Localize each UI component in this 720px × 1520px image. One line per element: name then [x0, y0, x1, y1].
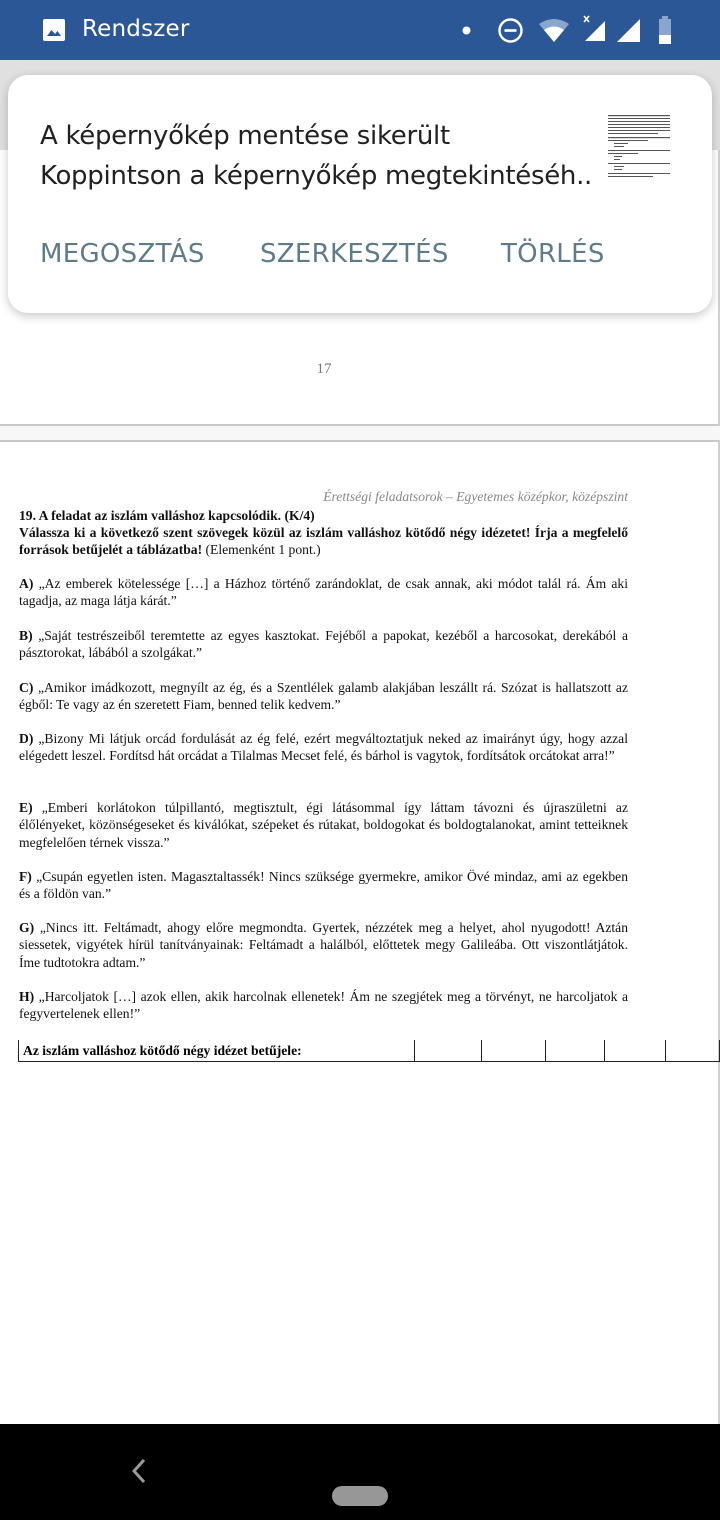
quote-letter: G)	[19, 920, 35, 935]
wifi-icon	[538, 18, 570, 42]
notification-source: Rendszer	[82, 16, 190, 42]
notification-title: A képernyőkép mentése sikerült	[40, 121, 450, 151]
share-button[interactable]: MEGOSZTÁS	[40, 239, 205, 269]
signal-icon	[616, 18, 642, 44]
quote-g	[19, 919, 628, 971]
quote-a	[19, 575, 628, 610]
quote-text: „Saját testrészeiből teremtette az egyes kasztokat. Fejéből a papokat, kezéből a harcosokat, derekából a pásztorokat, lábából a szolgákat.”	[19, 628, 628, 661]
do-not-disturb-icon	[497, 17, 524, 44]
edit-button[interactable]: SZERKESZTÉS	[260, 239, 449, 269]
quote-text: „Az emberek kötelessége […] a Házhoz történő zarándoklat, de csak annak, aki módot talál rá. Ám aki tagadja, az maga látja kárát.”	[19, 576, 628, 609]
quote-d	[19, 730, 628, 765]
answer-cell-4	[605, 1040, 666, 1062]
delete-button[interactable]: TÖRLÉS	[501, 239, 605, 269]
answer-cell-3	[545, 1040, 605, 1062]
answer-label: Az iszlám valláshoz kötődő négy idézet betűjele:	[19, 1040, 415, 1062]
quote-text: „Emberi korlátokon túlpillantó, megtisztult, égi látásommal így láttam távozni és újraszületni az élőlényeket, közönségeseket és kiválókat, szépeket és rútakat, boldogokat és boldogtalanokat, amint tetteiknek megfelelően térnek vissza.”	[19, 800, 628, 850]
battery-icon	[656, 16, 674, 44]
quote-letter: A)	[19, 576, 34, 591]
screenshot-thumbnail[interactable]	[608, 115, 672, 181]
quote-text: „Csupán egyetlen isten. Magasztaltassék! Nincs szüksége gyermekre, amikor Övé mindaz, ami az egekben és a földön van.”	[19, 869, 628, 902]
signal-no-data-icon	[580, 15, 608, 43]
navigation-bar	[0, 1424, 720, 1520]
quote-letter: C)	[19, 680, 34, 695]
quote-letter: E)	[19, 800, 33, 815]
answer-cell-1	[414, 1040, 481, 1062]
quote-letter: B)	[19, 628, 33, 643]
quote-letter: D)	[19, 731, 34, 746]
answer-cell-5	[666, 1040, 720, 1062]
notification-subtitle[interactable]: Koppintson a képernyőkép megtekintéséh..	[40, 161, 593, 191]
page-number: 17	[316, 361, 332, 377]
task-title: 19. A feladat az iszlám valláshoz kapcsolódik. (K/4)	[19, 508, 315, 523]
quote-c	[19, 679, 628, 714]
instruction-bold: Válassza ki a következő szent szövegek közül az iszlám valláshoz kötődő négy idézetet! Írja a megfelelő források betűjelét a táblázatba!	[19, 525, 628, 558]
home-button[interactable]	[332, 1486, 388, 1506]
quote-e	[19, 799, 628, 851]
instruction-plain: (Elemenként 1 pont.)	[202, 542, 321, 558]
answer-table	[18, 1040, 720, 1062]
answer-cell-2	[481, 1040, 545, 1062]
quote-text: „Harcoljatok […] azok ellen, akik harcolnak ellenetek! Ám ne szegjétek meg a törvényt, ne harcoljatok a fegyvertelenek ellen!”	[19, 989, 628, 1022]
dot-icon	[462, 26, 471, 35]
quote-b	[19, 627, 628, 662]
quote-f	[19, 868, 628, 903]
quote-text: „Bizony Mi látjuk orcád fordulását az ég felé, ezért megváltoztatjuk neked az imairányt úgy, hogy azzal elégedett leszel. Fordítsd hát orcádat a Tilalmas Mecset felé, és bárhol is vagytok, fordítsátok orcátokat arra!”	[19, 731, 628, 764]
screenshot-saved-notification[interactable]	[8, 75, 712, 313]
back-icon[interactable]	[126, 1456, 152, 1486]
quote-text: „Amikor imádkozott, megnyílt az ég, és a Szentlélek galamb alakjában leszállt rá. Szózat is hallatszott az égből: Te vagy az én szeretett Fiam, benned telik kedvem.”	[19, 680, 628, 713]
quote-letter: F)	[19, 869, 32, 884]
quote-letter: H)	[19, 989, 35, 1004]
status-bar	[0, 0, 720, 60]
task-instruction	[19, 524, 628, 559]
quote-text: „Nincs itt. Feltámadt, ahogy előre megmondta. Gyertek, nézzétek meg a helyet, ahol nyugodott! Aztán siessetek, vigyétek hírül tanítványainak: Feltámadt a halálból, előttetek megy Galileába. Ott viszontlátjátok. Íme tudtotokra adtam.”	[19, 920, 628, 970]
answer-row	[19, 1040, 720, 1062]
image-icon	[43, 19, 65, 41]
running-head: Érettségi feladatsorok – Egyetemes középkor, középszint	[323, 489, 628, 504]
quote-h	[19, 988, 628, 1023]
